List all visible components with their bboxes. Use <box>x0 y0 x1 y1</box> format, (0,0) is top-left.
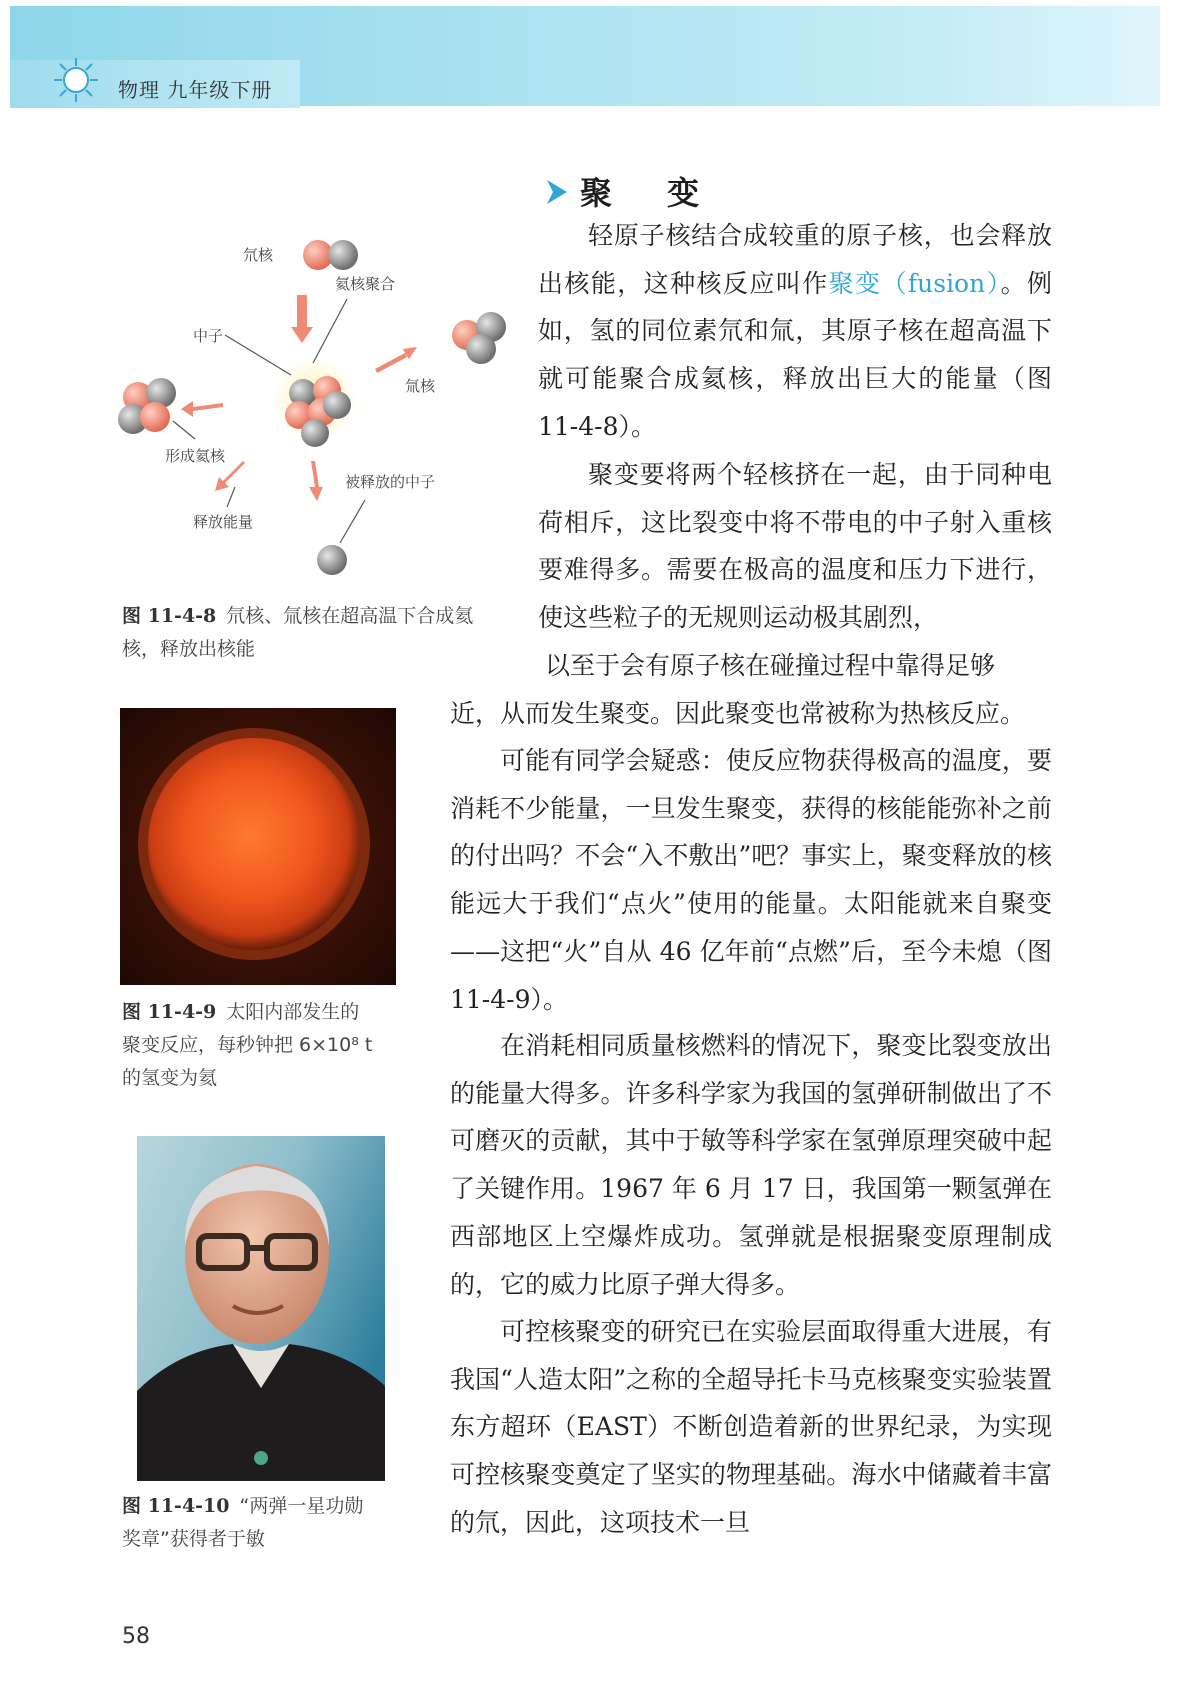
fusion-diagram <box>115 225 515 595</box>
page-number: 58 <box>122 1624 150 1649</box>
label-release-energy: 释放能量 <box>193 513 254 531</box>
label-form-helium: 形成氦核 <box>165 447 226 465</box>
caption-fig-11-4-10 <box>122 1490 412 1556</box>
label-released-neutron: 被释放的中子 <box>345 473 436 491</box>
term-fusion: 聚变（fusion） <box>828 268 1001 298</box>
caption-fig-11-4-9 <box>122 996 412 1095</box>
paragraph-1-text-a: 轻原子核结合成较重的原子核，也会释放出核能，这种核反应叫作 <box>538 221 1052 298</box>
paragraph-4: 在消耗相同质量核燃料的情况下，聚变比裂变放出的能量大得多。许多科学家为我国的氢弹研制做出了不可磨灭的贡献，其中于敏等科学家在氢弹原理突破中起了关键作用。1967 年 6 月 17 日，我国第一颗氢弹在西部地区上空爆炸成功。氢弹就是根据聚变原理制成的，它的威力比原子弹大得多。 <box>450 1031 1052 1299</box>
paragraph-5: 可控核聚变的研究已在实验层面取得重大进展，有我国“人造太阳”之称的全超导托卡马克核聚变实验装置东方超环（EAST）不断创造着新的世界纪录，为实现可控核聚变奠定了坚实的物理基础。海水中储藏着丰富的氘，因此，这项技术一旦 <box>450 1317 1052 1537</box>
paragraph-2b: 以至于会有原子核在碰撞过程中靠得足够 <box>545 651 996 680</box>
paragraph-2c: 近，从而发生聚变。因此聚变也常被称为热核反应。 <box>450 699 1026 728</box>
heading-arrow-icon <box>545 178 569 206</box>
sun-photo <box>120 708 396 985</box>
caption-text: 奖章”获得者于敏 <box>122 1528 265 1550</box>
label-helium-fusion: 氦核聚合 <box>335 275 396 293</box>
portrait-photo <box>137 1136 385 1481</box>
paragraph-2a: 聚变要将两个轻核挤在一起，由于同种电荷相斥，这比裂变中将不带电的中子射入重核要难得多。需要在极高的温度和压力下进行，使这些粒子的无规则运动极其剧烈， <box>538 460 1052 633</box>
sun-icon <box>52 56 100 104</box>
caption-text: 氘核、氚核在超高温下合成氦 <box>226 605 474 627</box>
caption-fig-11-4-8 <box>122 600 522 666</box>
section-heading: 聚 变 <box>580 174 722 212</box>
label-deuterium: 氘核 <box>243 246 274 264</box>
paragraph-3: 可能有同学会疑惑：使反应物获得极高的温度，要消耗不少能量，一旦发生聚变，获得的核能能弥补之前的付出吗？不会“入不敷出”吧？事实上，聚变释放的核能远大于我们“点火”使用的能量。太阳能就来自聚变——这把“火”自从 46 亿年前“点燃”后，至今未熄（图 11-4-9）。 <box>450 746 1052 1014</box>
caption-number: 图 11-4-10 <box>122 1495 230 1517</box>
caption-text: “两弹一星功勋 <box>239 1495 364 1517</box>
caption-text: 的氢变为氦 <box>122 1067 218 1089</box>
paragraph-1-text-b: 。例如，氢的同位素氘和氚，其原子核在超高温下就可能聚合成氦核，释放出巨大的能量（图 11-4-8）。 <box>538 268 1052 441</box>
caption-text: 核，释放出核能 <box>122 638 256 660</box>
caption-text: 聚变反应，每秒钟把 6×10⁸ t <box>122 1034 373 1056</box>
header-title: 物理 九年级下册 <box>118 78 273 102</box>
caption-text: 太阳内部发生的 <box>226 1001 360 1023</box>
deuterium-neutron <box>328 240 358 270</box>
caption-number: 图 11-4-9 <box>122 1001 217 1023</box>
caption-number: 图 11-4-8 <box>122 605 217 627</box>
paragraph-1 <box>538 212 1052 451</box>
label-neutron: 中子 <box>193 327 224 345</box>
label-tritium: 氚核 <box>405 377 436 395</box>
